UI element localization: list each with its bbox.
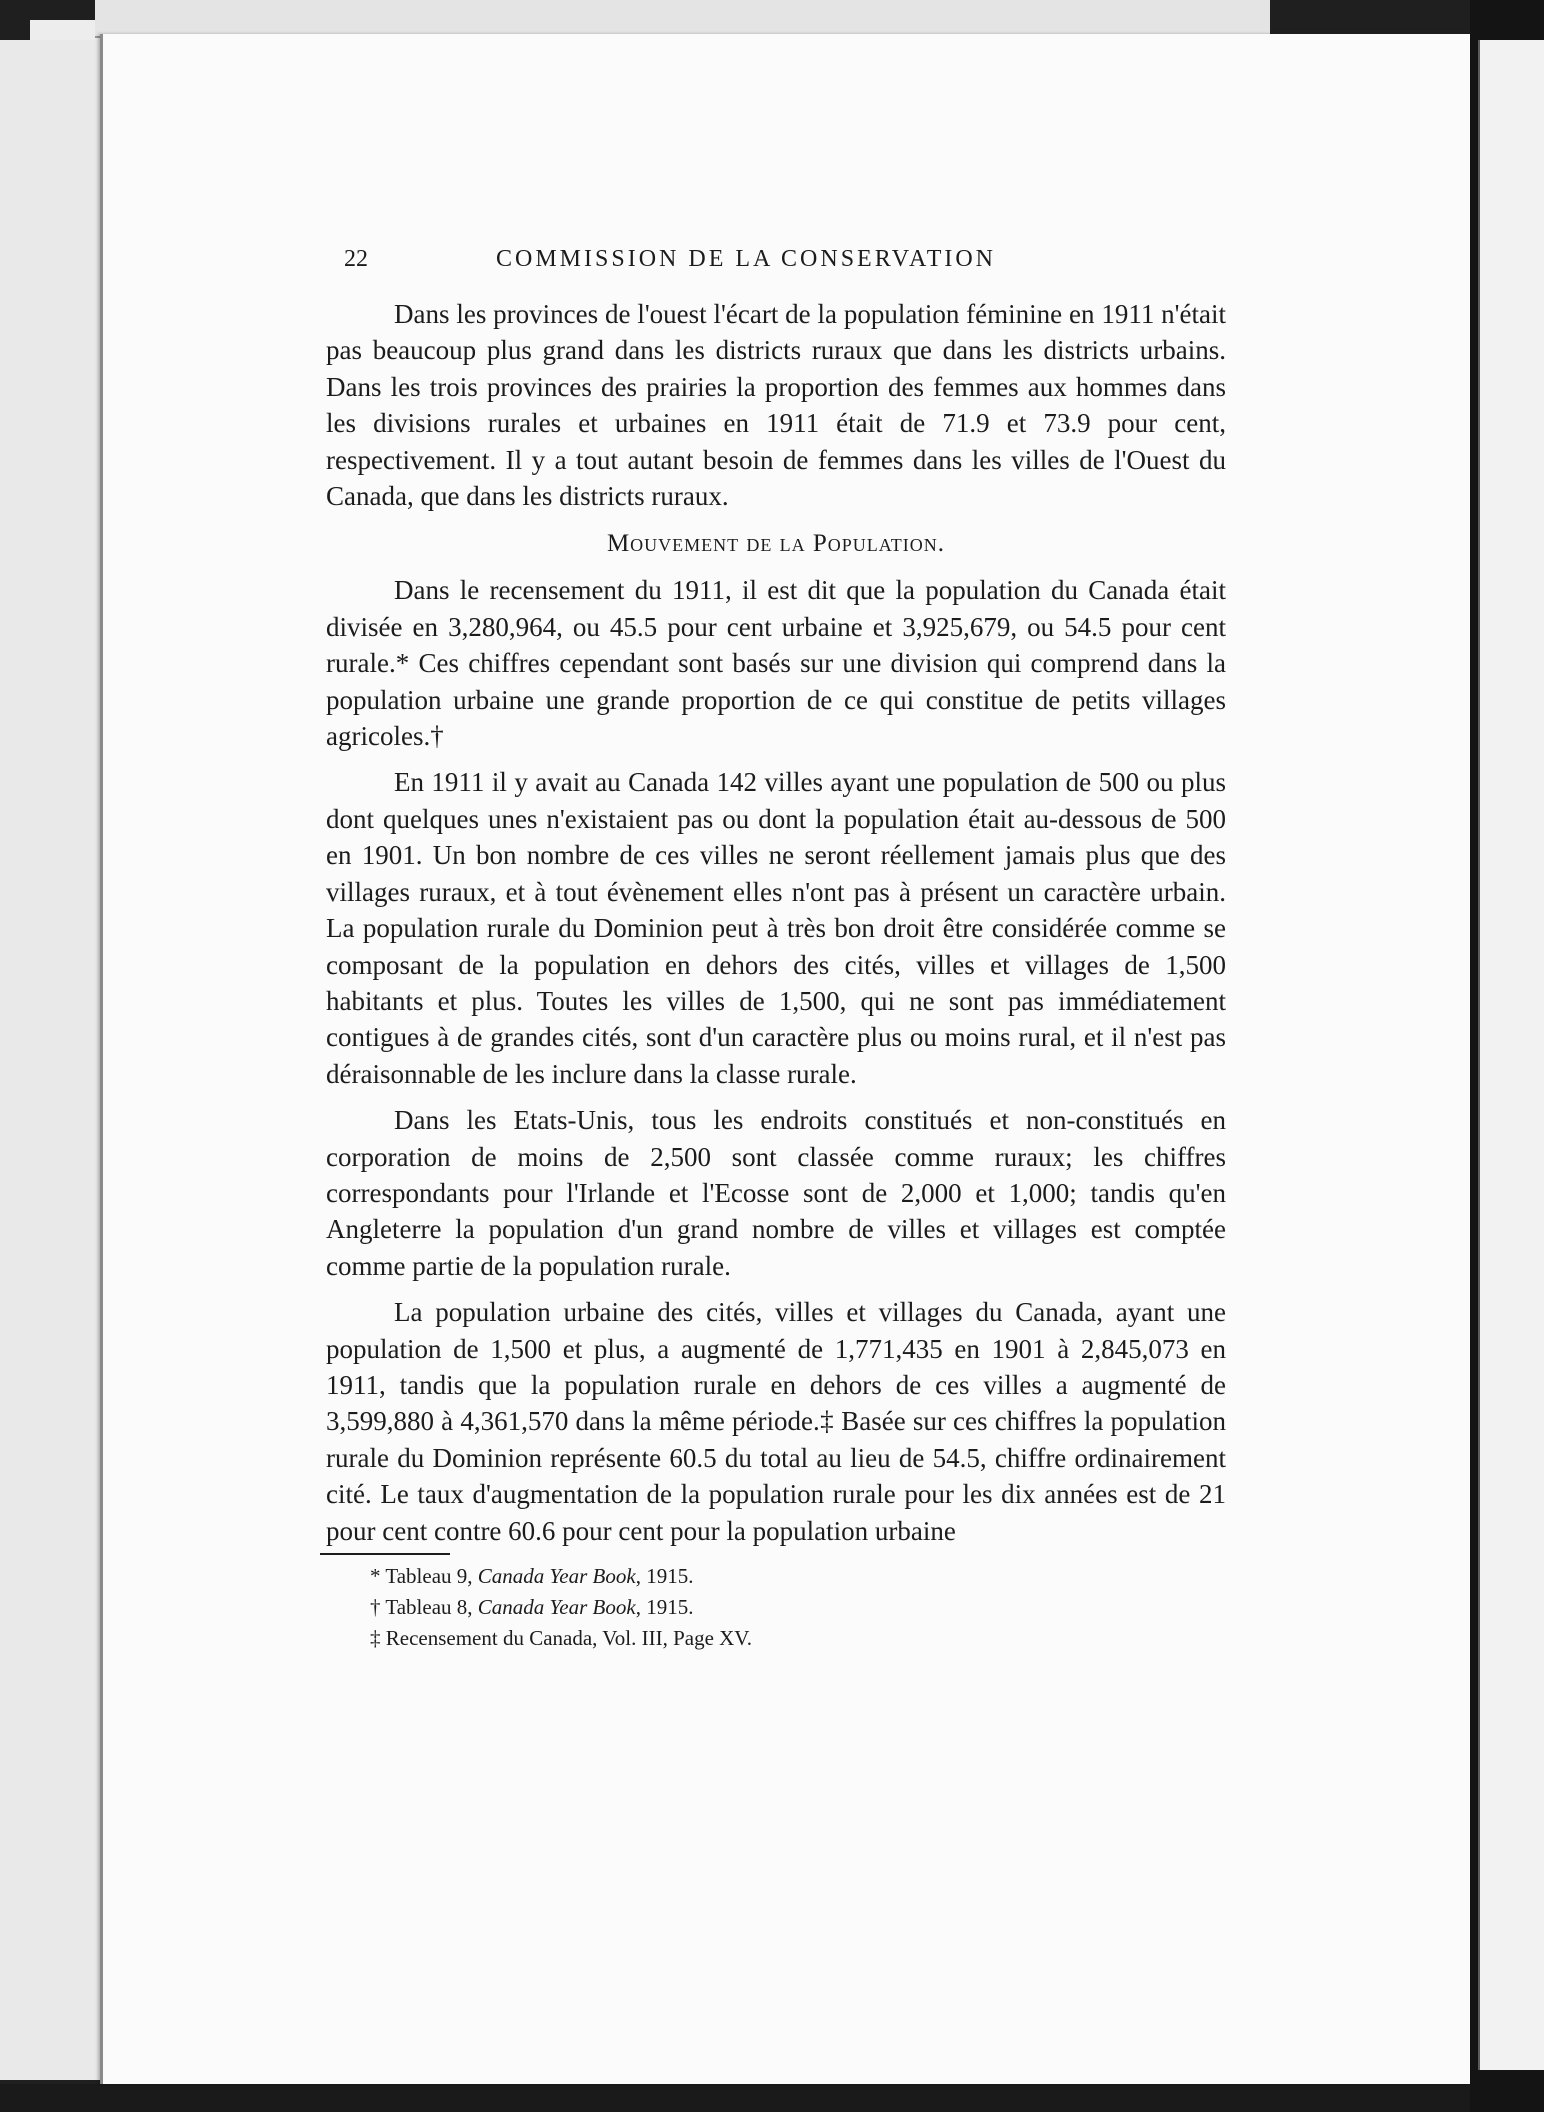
footnote-text: Tableau 8, (385, 1595, 478, 1619)
paragraph-towns-142: En 1911 il y avait au Canada 142 villes ayant une population de 500 ou plus dont quelques unes n'existaient pas ou dont la population était au-dessous de 500 en 1901. Un bon nombre de ces villes ne seront réellement jamais plus que des villages ruraux, et à tout évènement elles n'ont pas à présent un caractère urbain. La population rurale du Dominion peut à très bon droit être considérée comme se composant de la population en dehors des cités, villes et villages de 1,500 habitants et plus. Toutes les villes de 1,500, qui ne sont pas immédiatement contigues à de grandes cités, sont d'un caractère plus ou moins rural, et il n'est pas déraisonnable de les inclure dans la classe rurale. (326, 767, 1226, 1089)
footnote-mark: * (370, 1564, 381, 1588)
footnote-divider (320, 1553, 450, 1555)
paragraph-urban-population: La population urbaine des cités, villes et villages du Canada, ayant une population de 1,500 et plus, a augmenté de 1,771,435 en 1901 à 2,845,073 en 1911, tandis que la population rurale en dehors de ces villes a augmenté de 3,599,880 à 4,361,570 dans la même période.‡ Basée sur ces chiffres la population rurale du Dominion représente 60.5 du total au lieu de 54.5, chiffre ordinairement cité. Le taux d'augmentation de la population rurale pour les dix années est de 21 pour cent contre 60.6 pour cent pour la population urbaine (326, 1297, 1226, 1546)
footnote-book-title: Canada Year Book (477, 1564, 636, 1588)
page-content (326, 236, 1226, 1654)
section-heading: Mouvement de la Population. (606, 530, 946, 558)
footnote-3 (370, 1623, 1226, 1654)
paragraph-western-provinces: Dans les provinces de l'ouest l'écart de la population féminine en 1911 n'était pas beaucoup plus grand dans les districts ruraux que dans les districts urbains. Dans les trois provinces des prairies la proportion des femmes aux hommes dans les divisions rurales et urbaines en 1911 était de 71.9 et 73.9 pour cent, respectivement. Il y a tout autant besoin de femmes dans les villes de l'Ouest du Canada, que dans les districts ruraux. (326, 299, 1226, 512)
running-head (326, 236, 1226, 296)
footnote-text: Tableau 9, (385, 1564, 478, 1588)
footnote-year: , 1915. (635, 1595, 694, 1619)
footnotes (370, 1561, 1226, 1654)
paragraph-united-states: Dans les Etats-Unis, tous les endroits constitués et non-constitués en corporation de moins de 2,500 sont classée comme ruraux; les chiffres correspondants pour l'Irlande et l'Ecosse sont de 2,000 et 1,000; tandis qu'en Angleterre la population d'un grand nombre de villes et villages est comptée comme partie de la population rurale. (326, 1105, 1226, 1281)
footnote-year: , 1915. (635, 1564, 694, 1588)
top-page-edge (95, 0, 1270, 38)
bottom-scan-border (0, 2084, 1470, 2112)
page-left-edge (100, 34, 103, 2084)
footnote-text: Recensement du Canada, Vol. III, Page XV. (385, 1626, 753, 1650)
footnote-mark: ‡ (370, 1626, 381, 1650)
facing-page-edge (1478, 40, 1544, 2070)
footnote-book-title: Canada Year Book (477, 1595, 636, 1619)
paragraph-census-1911: Dans le recensement du 1911, il est dit que la population du Canada était divisée en 3,280,964, ou 45.5 pour cent urbaine et 3,925,679, ou 54.5 pour cent rurale.* Ces chiffres cependant sont basés sur une division qui comprend dans la population urbaine une grande proportion de ce qui constitue de petits villages agricoles.† (326, 575, 1226, 752)
footnote-mark: † (370, 1595, 381, 1619)
footnote-1 (370, 1561, 1226, 1592)
page-number: 22 (344, 246, 368, 272)
footnote-2 (370, 1592, 1226, 1623)
running-title: COMMISSION DE LA CONSERVATION (496, 246, 997, 272)
